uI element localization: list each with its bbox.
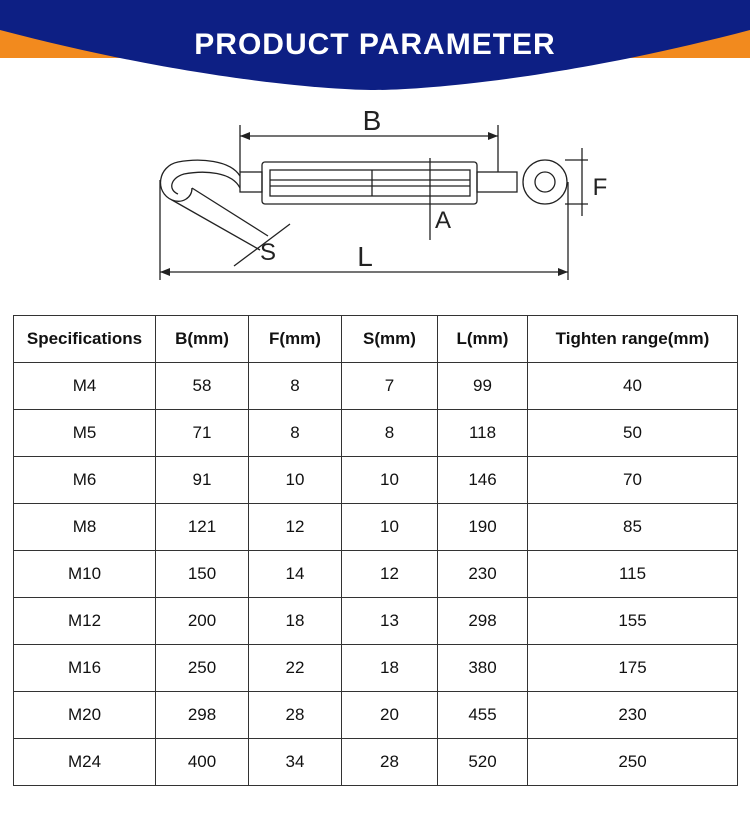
table-cell: 28 xyxy=(342,739,438,786)
table-cell: 13 xyxy=(342,598,438,645)
table-cell: 230 xyxy=(438,551,528,598)
table-cell: 8 xyxy=(249,363,342,410)
table-cell: 298 xyxy=(438,598,528,645)
column-header-tighten-range: Tighten range(mm) xyxy=(528,316,738,363)
table-cell: 150 xyxy=(156,551,249,598)
table-cell: M24 xyxy=(14,739,156,786)
table-cell: 230 xyxy=(528,692,738,739)
column-header-specifications: Specifications xyxy=(14,316,156,363)
table-cell: 10 xyxy=(342,457,438,504)
table-cell: M16 xyxy=(14,645,156,692)
table-cell: 50 xyxy=(528,410,738,457)
table-cell: 118 xyxy=(438,410,528,457)
specification-table xyxy=(13,315,738,786)
table-row xyxy=(14,410,738,457)
table-cell: 12 xyxy=(342,551,438,598)
page-title: PRODUCT PARAMETER xyxy=(194,28,556,61)
dim-label-f: F xyxy=(592,174,608,201)
table-cell: M20 xyxy=(14,692,156,739)
table-cell: 12 xyxy=(249,504,342,551)
table-row xyxy=(14,645,738,692)
table-row xyxy=(14,739,738,786)
table-cell: 121 xyxy=(156,504,249,551)
table-cell: 146 xyxy=(438,457,528,504)
table-row xyxy=(14,598,738,645)
table-cell: 175 xyxy=(528,645,738,692)
table-cell: 155 xyxy=(528,598,738,645)
table-cell: 14 xyxy=(249,551,342,598)
dim-label-l: L xyxy=(357,241,373,272)
table-cell: M12 xyxy=(14,598,156,645)
table-cell: 10 xyxy=(342,504,438,551)
dim-label-s: S xyxy=(259,239,277,266)
table-cell: 20 xyxy=(342,692,438,739)
table-cell: 250 xyxy=(156,645,249,692)
table-cell: 58 xyxy=(156,363,249,410)
table-cell: 455 xyxy=(438,692,528,739)
table-cell: 380 xyxy=(438,645,528,692)
table-cell: 8 xyxy=(249,410,342,457)
column-header-b: B(mm) xyxy=(156,316,249,363)
column-header-f: F(mm) xyxy=(249,316,342,363)
table-cell: 91 xyxy=(156,457,249,504)
column-header-s: S(mm) xyxy=(342,316,438,363)
table-cell: M6 xyxy=(14,457,156,504)
table-cell: 99 xyxy=(438,363,528,410)
column-header-l: L(mm) xyxy=(438,316,528,363)
table-header-row xyxy=(14,316,738,363)
table-cell: 71 xyxy=(156,410,249,457)
table-row xyxy=(14,692,738,739)
table-cell: 28 xyxy=(249,692,342,739)
table-cell: 40 xyxy=(528,363,738,410)
table-cell: M4 xyxy=(14,363,156,410)
table-row xyxy=(14,504,738,551)
table-cell: M8 xyxy=(14,504,156,551)
dim-label-a: A xyxy=(434,207,452,234)
table-cell: 18 xyxy=(342,645,438,692)
table-row xyxy=(14,551,738,598)
table-cell: 115 xyxy=(528,551,738,598)
table-cell: 520 xyxy=(438,739,528,786)
table-cell: 70 xyxy=(528,457,738,504)
table-cell: 298 xyxy=(156,692,249,739)
table-cell: 8 xyxy=(342,410,438,457)
table-cell: 190 xyxy=(438,504,528,551)
table-cell: M10 xyxy=(14,551,156,598)
table-cell: 18 xyxy=(249,598,342,645)
table-cell: 22 xyxy=(249,645,342,692)
turnbuckle-diagram xyxy=(140,100,620,295)
table-cell: 10 xyxy=(249,457,342,504)
table-cell: 34 xyxy=(249,739,342,786)
header-banner xyxy=(0,0,750,95)
table-cell: 250 xyxy=(528,739,738,786)
table-row xyxy=(14,363,738,410)
table-row xyxy=(14,457,738,504)
dim-label-b: B xyxy=(362,105,382,136)
table-cell: 200 xyxy=(156,598,249,645)
table-cell: 85 xyxy=(528,504,738,551)
table-cell: 7 xyxy=(342,363,438,410)
table-cell: 400 xyxy=(156,739,249,786)
table-cell: M5 xyxy=(14,410,156,457)
